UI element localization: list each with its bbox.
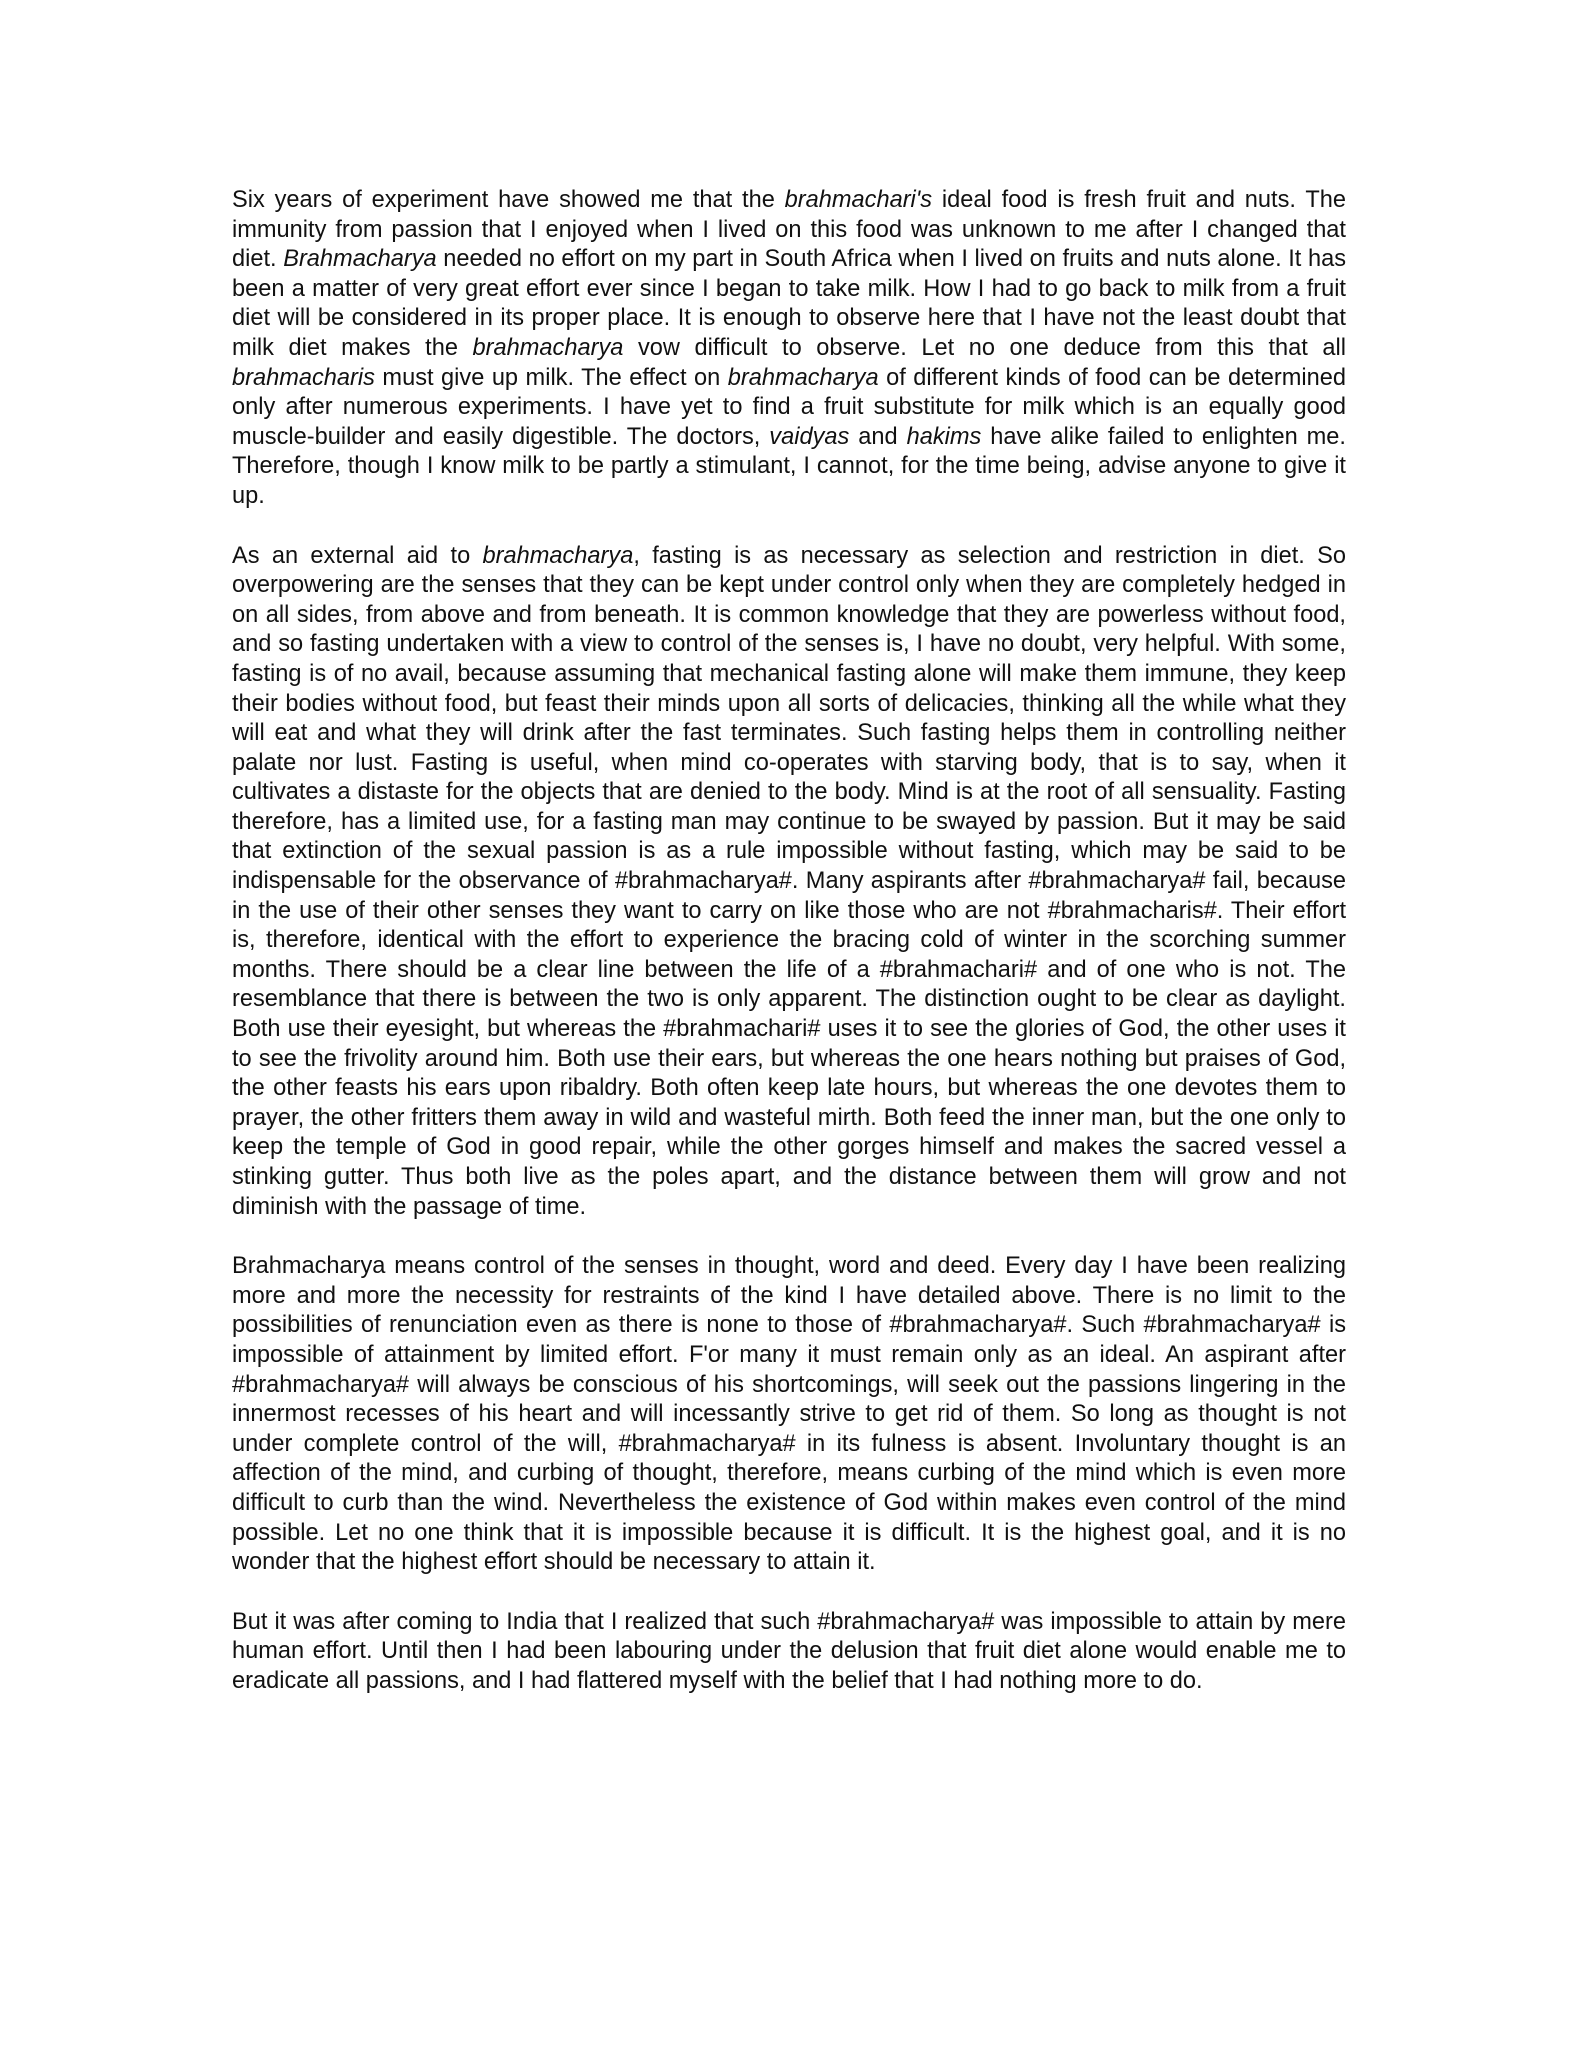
text-run: have alike failed to enlighten me. Therefore, though I know milk to be partly a stimulant, I cannot, for the time being, advise anyone to give it up.	[232, 423, 1346, 509]
italic-term: vaidyas	[769, 423, 850, 450]
italic-term: brahmacharis	[232, 364, 375, 391]
text-run: Six years of experiment have showed me that the	[232, 187, 785, 213]
text-run: ideal food is fresh fruit and nuts. The immunity from passion that I enjoyed when I lived on this food was unknown to me after I changed that diet.	[232, 187, 1346, 273]
italic-term: hakims	[906, 423, 982, 450]
text-run: But it was after coming to India that I realized that such #brahmacharya# was impossible to attain by mere human effort. Until then I had been labouring under the delusion that fruit diet alone would enable me to eradicate all passions, and I had flattered myself with the belief that I had nothing more to do.	[232, 1608, 1346, 1694]
italic-term: brahmacharya	[472, 334, 624, 361]
text-run: As an external aid to	[232, 542, 483, 569]
paragraph-brahmacharya-meaning	[232, 1252, 1346, 1578]
text-run: vow difficult to observe. Let no one deduce from this that all	[623, 334, 1346, 361]
italic-term: brahmacharya	[482, 542, 634, 569]
text-run: needed no effort on my part in South Africa when I lived on fruits and nuts alone. It has been a matter of very great effort ever since I began to take milk. How I had to go back to milk from a fruit diet will be considered in its proper place. It is enough to observe here that I have not the least doubt that milk diet makes the	[232, 246, 1346, 361]
text-run: must give up milk. The effect on	[374, 364, 728, 391]
italic-term: brahmacharya	[727, 364, 879, 391]
paragraph-fruit-diet	[232, 186, 1346, 512]
text-run: of different kinds of food can be determined only after numerous experiments. I have yet to find a fruit substitute for milk which is an equally good muscle-builder and easily digestible. The doctors,	[232, 364, 1346, 450]
italic-term: Brahmacharya	[283, 246, 437, 273]
text-run: Brahmacharya means control of the senses in thought, word and deed. Every day I have been realizing more and more the necessity for restraints of the kind I have detailed above. There is no limit to the possibilities of renunciation even as there is none to those of #brahmacharya#. Such #brahmacharya# is impossible of attainment by limited effort. F'or many it must remain only as an ideal. An aspirant after #brahmacharya# will always be conscious of his shortcomings, will seek out the passions lingering in the innermost recesses of his heart and will incessantly strive to get rid of them. So long as thought is not under complete control of the will, #brahmacharya# in its fulness is absent. Involuntary thought is an affection of the mind, and curbing of thought, therefore, means curbing of the mind which is even more difficult to curb than the wind. Nevertheless the existence of God within makes even control of the mind possible. Let no one think that it is impossible because it is difficult. It is the highest goal, and it is no wonder that the highest effort should be necessary to attain it.	[232, 1253, 1346, 1576]
paragraph-fasting	[232, 542, 1346, 1223]
text-run: and	[849, 423, 907, 450]
italic-term: brahmachari's	[784, 187, 933, 213]
text-run: , fasting is as necessary as selection and restriction in diet. So overpowering are the senses that they can be kept under control only when they are completely hedged in on all sides, from above and from beneath. It is common knowledge that they are powerless without food, and so fasting undertaken with a view to control of the senses is, I have no doubt, very helpful. With some, fasting is of no avail, because assuming that mechanical fasting alone will make them immune, they keep their bodies without food, but feast their minds upon all sorts of delicacies, thinking all the while what they will eat and what they will drink after the fast terminates. Such fasting helps them in controlling neither palate nor lust. Fasting is useful, when mind co-operates with starving body, that is to say, when it cultivates a distaste for the objects that are denied to the body. Mind is at the root of all sensuality. Fasting therefore, has a limited use, for a fasting man may continue to be swayed by passion. But it may be said that extinction of the sexual passion is as a rule impossible without fasting, which may be said to be indispensable for the observance of #brahmacharya#. Many aspirants after #brahmacharya# fail, because in the use of their other senses they want to carry on like those who are not #brahmacharis#. Their effort is, therefore, identical with the effort to experience the bracing cold of winter in the scorching summer months. There should be a clear line between the life of a #brahmachari# and of one who is not. The resemblance that there is between the two is only apparent. The distinction ought to be clear as daylight. Both use their eyesight, but whereas the #brahmachari# uses it to see the glories of God, the other uses it to see the frivolity around him. Both use their ears, but whereas the one hears nothing but praises of God, the other feasts his ears upon ribaldry. Both often keep late hours, but whereas the one devotes them to prayer, the other fritters them away in wild and wasteful mirth. Both feed the inner man, but the one only to keep the temple of God in good repair, while the other gorges himself and makes the sacred vessel a stinking gutter. Thus both live as the poles apart, and the distance between them will grow and not diminish with the passage of time.	[232, 542, 1346, 1220]
document-page	[232, 186, 1346, 1727]
paragraph-india	[232, 1608, 1346, 1697]
